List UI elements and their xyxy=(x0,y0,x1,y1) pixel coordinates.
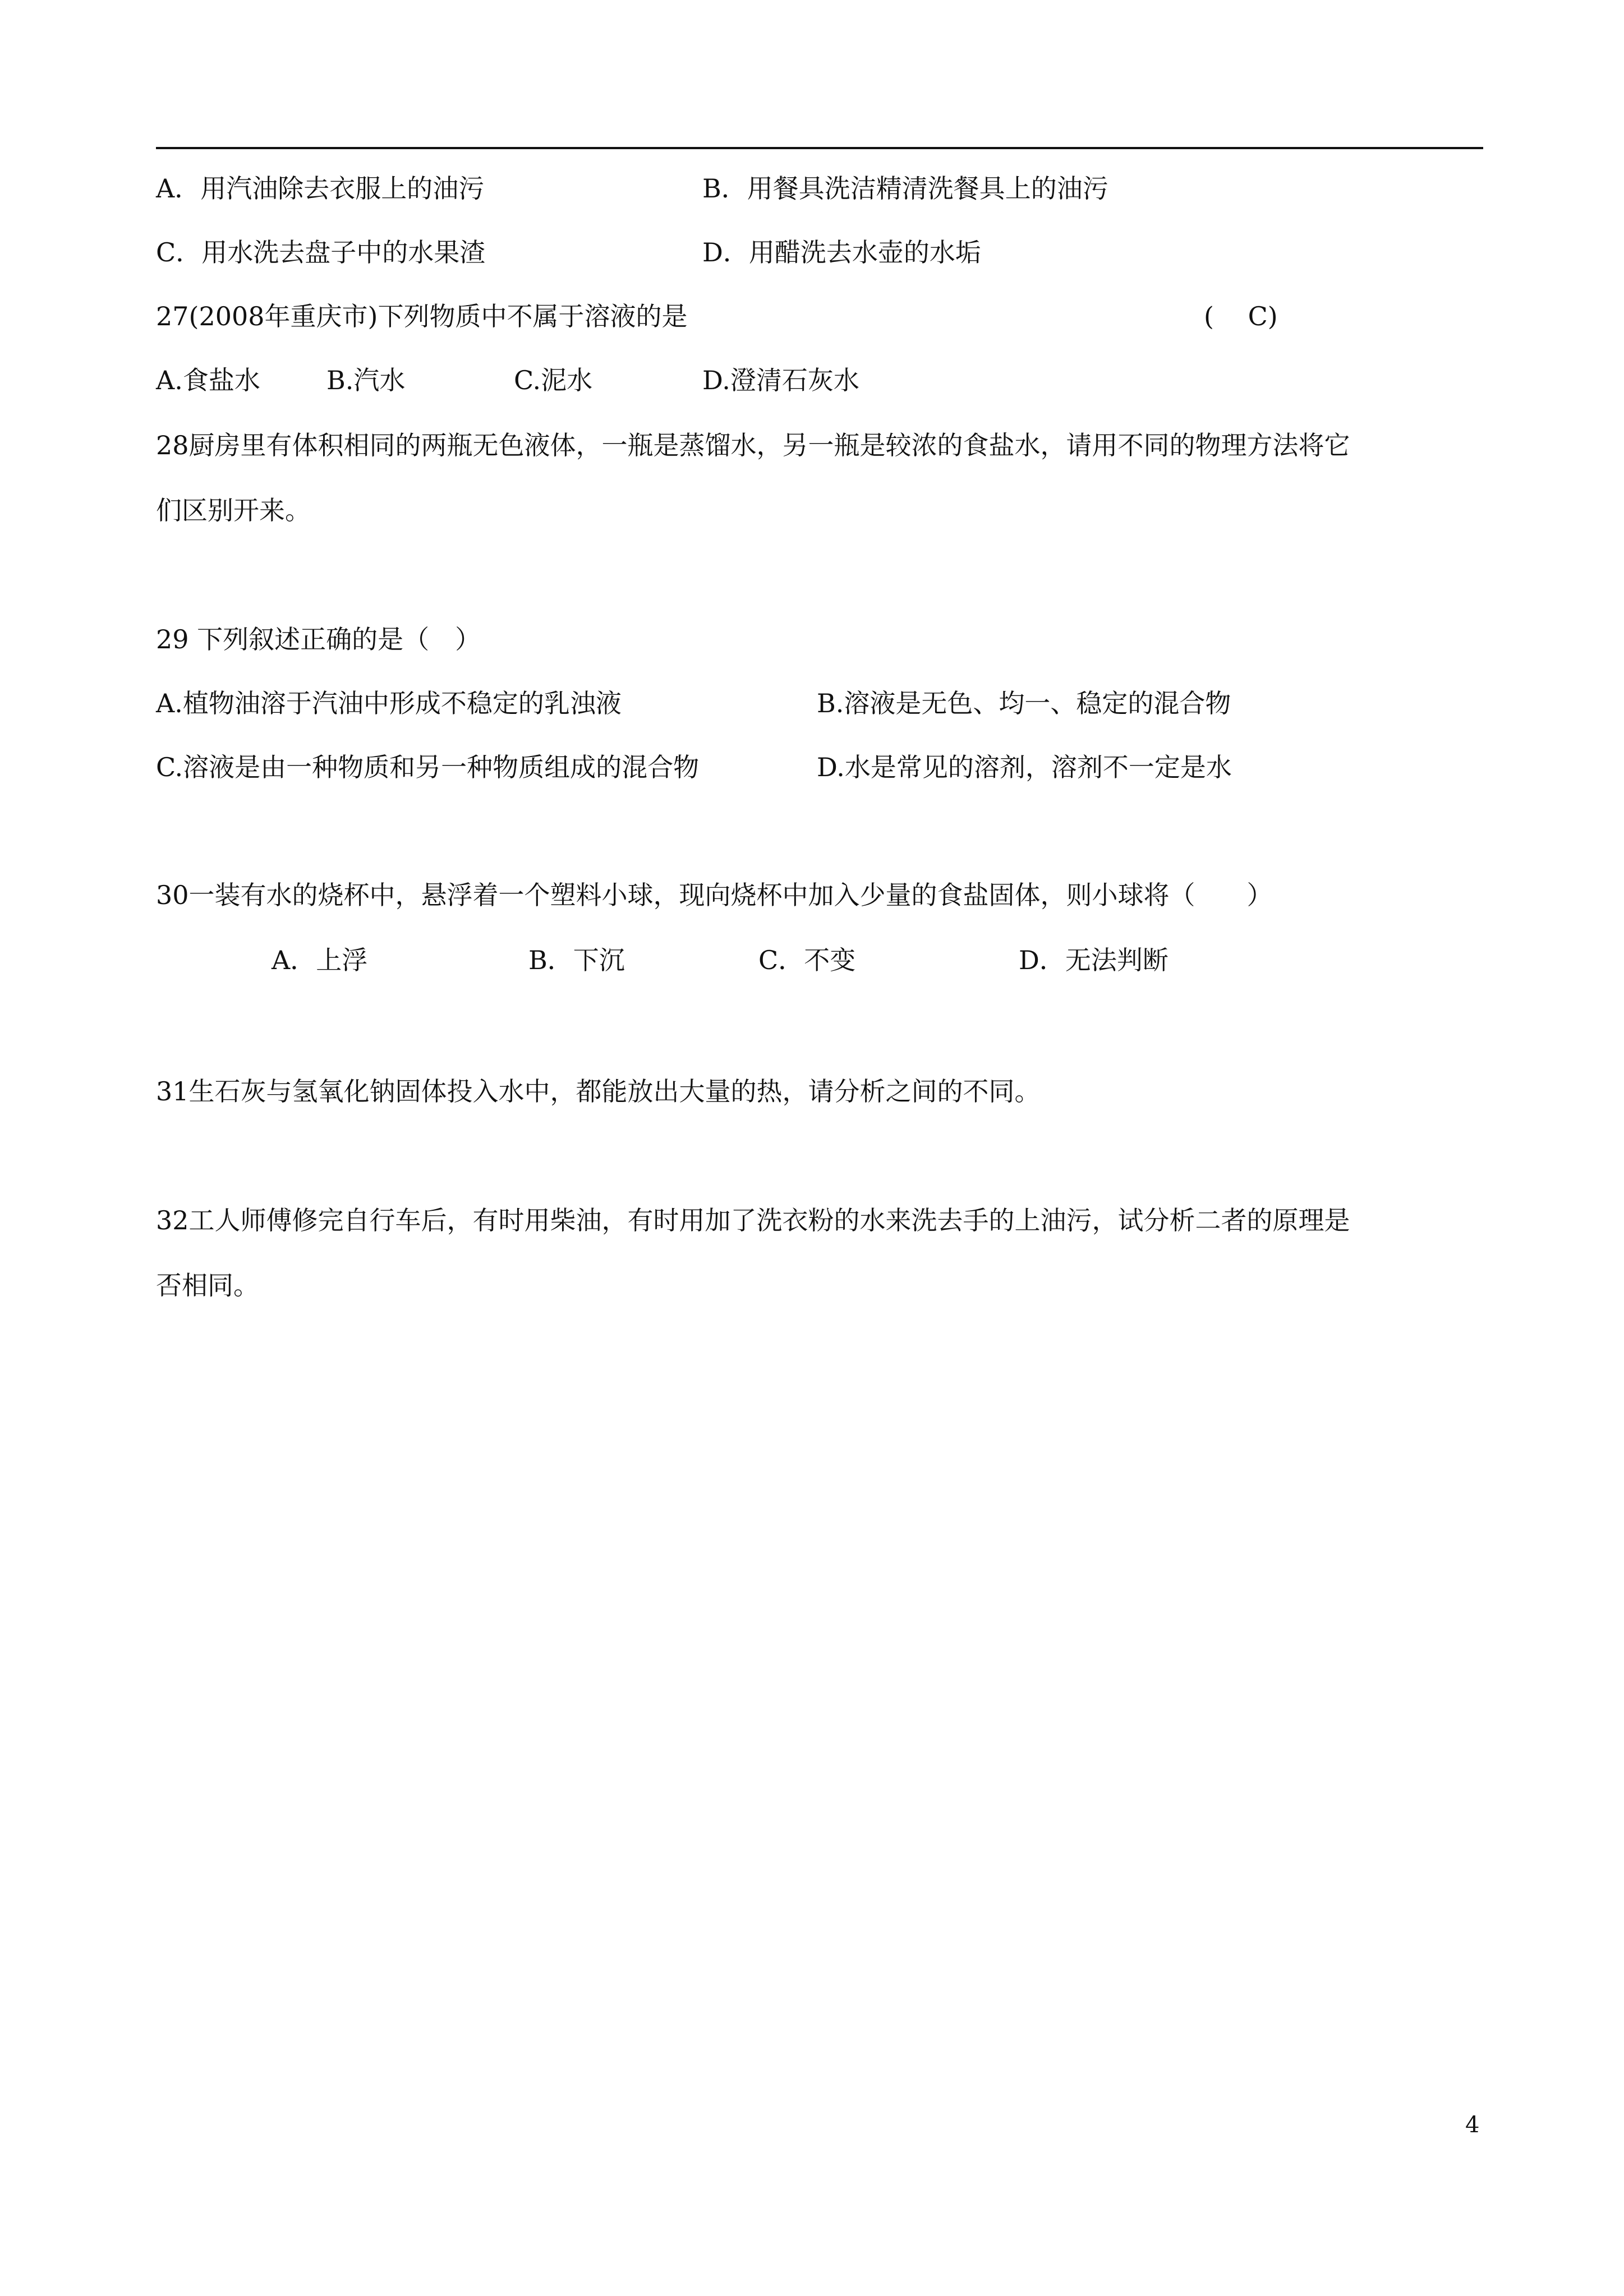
q27-option-c: C.泥水 xyxy=(514,365,593,395)
header-rule xyxy=(156,147,1483,149)
q29-option-b: B.溶液是无色、均一、稳定的混合物 xyxy=(817,688,1231,718)
q27-option-b: B.汽水 xyxy=(326,365,406,395)
q29-option-d: D.水是常见的溶剂，溶剂不一定是水 xyxy=(817,752,1232,782)
q30-option-c: C．不变 xyxy=(758,945,856,975)
q27-option-a: A.食盐水 xyxy=(156,365,260,395)
q28-line2: 们区别开来。 xyxy=(156,495,311,525)
q30-stem: 30一装有水的烧杯中，悬浮着一个塑料小球，现向烧杯中加入少量的食盐固体，则小球将（ ） xyxy=(156,880,1273,910)
page-number: 4 xyxy=(1465,2112,1480,2138)
q29-option-c: C.溶液是由一种物质和另一种物质组成的混合物 xyxy=(156,752,700,782)
q32-line2: 否相同。 xyxy=(156,1270,259,1301)
q26-option-d: D．用醋洗去水壶的水垢 xyxy=(702,237,981,268)
q26-option-c: C．用水洗去盘子中的水果渣 xyxy=(156,237,486,268)
q27-stem: 27(2008年重庆市)下列物质中不属于溶液的是 xyxy=(156,301,688,331)
q30-option-a: A．上浮 xyxy=(272,945,368,975)
q26-option-a: A．用汽油除去衣服上的油污 xyxy=(156,173,485,204)
q30-option-d: D．无法判断 xyxy=(1019,945,1168,975)
q29-option-a: A.植物油溶于汽油中形成不稳定的乳浊液 xyxy=(156,688,622,718)
q31-stem: 31生石灰与氢氧化钠固体投入水中，都能放出大量的热，请分析之间的不同。 xyxy=(156,1076,1041,1106)
q27-answer: ( C) xyxy=(1204,301,1278,331)
q26-option-b: B．用餐具洗洁精清洗餐具上的油污 xyxy=(702,173,1108,204)
q27-option-d: D.澄清石灰水 xyxy=(702,365,859,395)
q32-line1: 32工人师傅修完自行车后，有时用柴油，有时用加了洗衣粉的水来洗去手的上油污，试分析二者的原理是 xyxy=(156,1205,1350,1235)
q30-option-b: B．下沉 xyxy=(528,945,625,975)
q29-stem: 29 下列叙述正确的是（ ） xyxy=(156,624,481,654)
q28-line1: 28厨房里有体积相同的两瓶无色液体，一瓶是蒸馏水，另一瓶是较浓的食盐水，请用不同的物理方法将它 xyxy=(156,430,1350,460)
